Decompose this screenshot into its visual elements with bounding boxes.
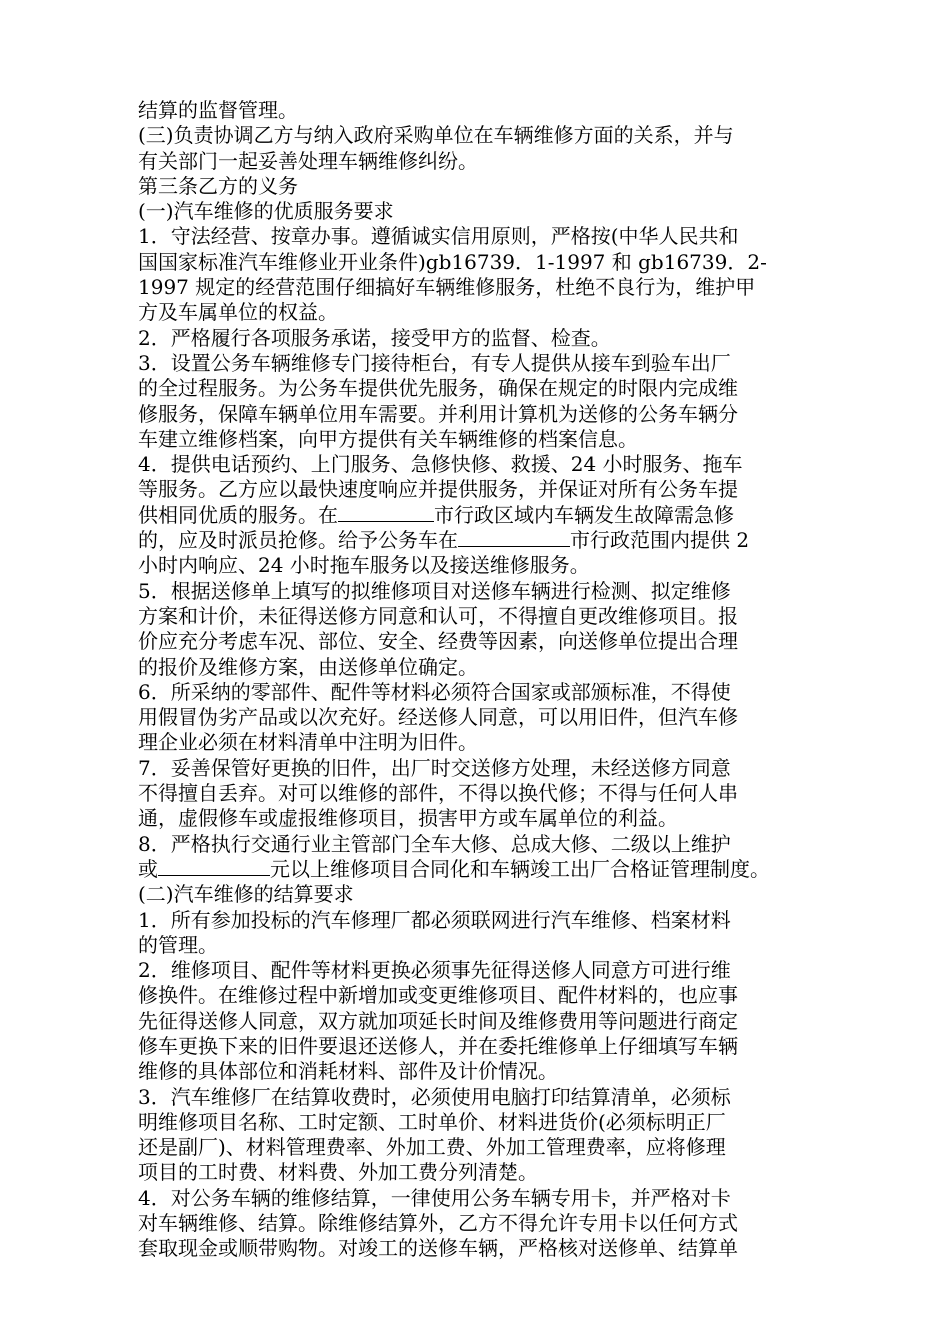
text-line: 1．守法经营、按章办事。遵循诚实信用原则，严格按(中华人民共和 xyxy=(138,224,739,249)
text-line: 3．汽车维修厂在结算收费时，必须使用电脑打印结算清单，必须标 xyxy=(138,1084,731,1109)
text-line: 项目的工时费、材料费、外加工费分列清楚。 xyxy=(138,1160,538,1185)
text-segment: 市行政范围内提供 2 xyxy=(570,528,750,553)
subsection-heading: (一)汽车维修的优质服务要求 xyxy=(138,199,394,224)
text-line: 通，虚假修车或虚报维修项目，损害甲方或车属单位的利益。 xyxy=(138,806,678,831)
document-body xyxy=(138,98,818,1262)
text-line: 先征得送修人同意，双方就加项延长时间及维修费用等问题进行商定 xyxy=(138,1008,738,1033)
text-line: 用假冒伪劣产品或以次充好。经送修人同意，可以用旧件，但汽车修 xyxy=(138,705,738,730)
text-line: 对车辆维修、结算。除维修结算外，乙方不得允许专用卡以任何方式 xyxy=(138,1211,738,1236)
text-segment: 市行政区域内车辆发生故障需急修 xyxy=(434,502,734,527)
text-segment: 供相同优质的服务。在 xyxy=(138,502,338,527)
text-line: (三)负责协调乙方与纳入政府采购单位在车辆维修方面的关系，并与 xyxy=(138,123,734,148)
text-line: 有关部门一起妥善处理车辆维修纠纷。 xyxy=(138,148,478,173)
text-line: 3．设置公务车辆维修专门接待柜台，有专人提供从接车到验车出厂 xyxy=(138,350,731,375)
text-line: 明维修项目名称、工时定额、工时单价、材料进货价(必须标明正厂 xyxy=(138,1109,726,1134)
text-line: 结算的监督管理。 xyxy=(138,98,298,122)
section-heading: 第三条乙方的义务 xyxy=(138,173,298,198)
text-line: 4．对公务车辆的维修结算，一律使用公务车辆专用卡，并严格对卡 xyxy=(138,1185,731,1210)
text-segment: 的，应及时派员抢修。给予公务车在 xyxy=(138,528,458,553)
fill-in-blank[interactable] xyxy=(158,857,270,876)
text-line-with-blank xyxy=(138,503,818,528)
text-line: 2．维修项目、配件等材料更换必须事先征得送修人同意方可进行维 xyxy=(138,958,731,983)
text-line: 6．所采纳的零部件、配件等材料必须符合国家或部颁标准，不得使 xyxy=(138,679,731,704)
fill-in-blank[interactable] xyxy=(458,528,570,547)
text-segment: 元以上维修项目合同化和车辆竣工出厂合格证管理制度。 xyxy=(270,856,770,881)
subsection-heading: (二)汽车维修的结算要求 xyxy=(138,882,354,907)
text-segment: 或 xyxy=(138,856,158,881)
text-line: 的管理。 xyxy=(138,932,218,957)
text-line: 方案和计价，未征得送修方同意和认可，不得擅自更改维修项目。报 xyxy=(138,603,738,628)
text-line: 修换件。在维修过程中新增加或变更维修项目、配件材料的，也应事 xyxy=(138,983,738,1008)
text-line: 小时内响应、24 小时拖车服务以及接送维修服务。 xyxy=(138,553,590,578)
text-line-with-blank xyxy=(138,857,818,882)
text-line-with-blank xyxy=(138,528,818,553)
text-line: 1997 规定的经营范围仔细搞好车辆维修服务，杜绝不良行为，维护甲 xyxy=(138,275,756,300)
text-line: 国国家标准汽车维修业开业条件)gb16739．1-1997 和 gb16739．2- xyxy=(138,249,767,274)
text-line: 1．所有参加投标的汽车修理厂都必须联网进行汽车维修、档案材料 xyxy=(138,907,731,932)
text-line: 7．妥善保管好更换的旧件，出厂时交送修方处理，未经送修方同意 xyxy=(138,755,731,780)
text-line: 8．严格执行交通行业主管部门全车大修、总成大修、二级以上维护 xyxy=(138,831,731,856)
text-line: 车建立维修档案，向甲方提供有关车辆维修的档案信息。 xyxy=(138,426,638,451)
text-line: 等服务。乙方应以最快速度响应并提供服务，并保证对所有公务车提 xyxy=(138,477,738,502)
text-line: 的报价及维修方案，由送修单位确定。 xyxy=(138,654,478,679)
text-line: 修服务，保障车辆单位用车需要。并利用计算机为送修的公务车辆分 xyxy=(138,401,738,426)
fill-in-blank[interactable] xyxy=(338,503,434,522)
text-line: 5．根据送修单上填写的拟维修项目对送修车辆进行检测、拟定维修 xyxy=(138,578,731,603)
text-line: 理企业必须在材料清单中注明为旧件。 xyxy=(138,730,478,755)
text-line: 4．提供电话预约、上门服务、急修快修、救援、24 小时服务、拖车 xyxy=(138,452,743,477)
text-line: 价应充分考虑车况、部位、安全、经费等因素，向送修单位提出合理 xyxy=(138,629,738,654)
text-line: 还是副厂)、材料管理费率、外加工费、外加工管理费率，应将修理 xyxy=(138,1135,726,1160)
text-line: 不得擅自丢弃。对可以维修的部件，不得以换代修；不得与任何人串 xyxy=(138,781,738,806)
text-line: 的全过程服务。为公务车提供优先服务，确保在规定的时限内完成维 xyxy=(138,376,738,401)
text-line: 方及车属单位的权益。 xyxy=(138,300,338,325)
text-line: 维修的具体部位和消耗材料、部件及计价情况。 xyxy=(138,1059,558,1084)
text-line: 套取现金或顺带购物。对竣工的送修车辆，严格核对送修单、结算单 xyxy=(138,1236,738,1261)
text-line: 修车更换下来的旧件要退还送修人，并在委托维修单上仔细填写车辆 xyxy=(138,1033,738,1058)
text-line: 2．严格履行各项服务承诺，接受甲方的监督、检查。 xyxy=(138,325,611,350)
